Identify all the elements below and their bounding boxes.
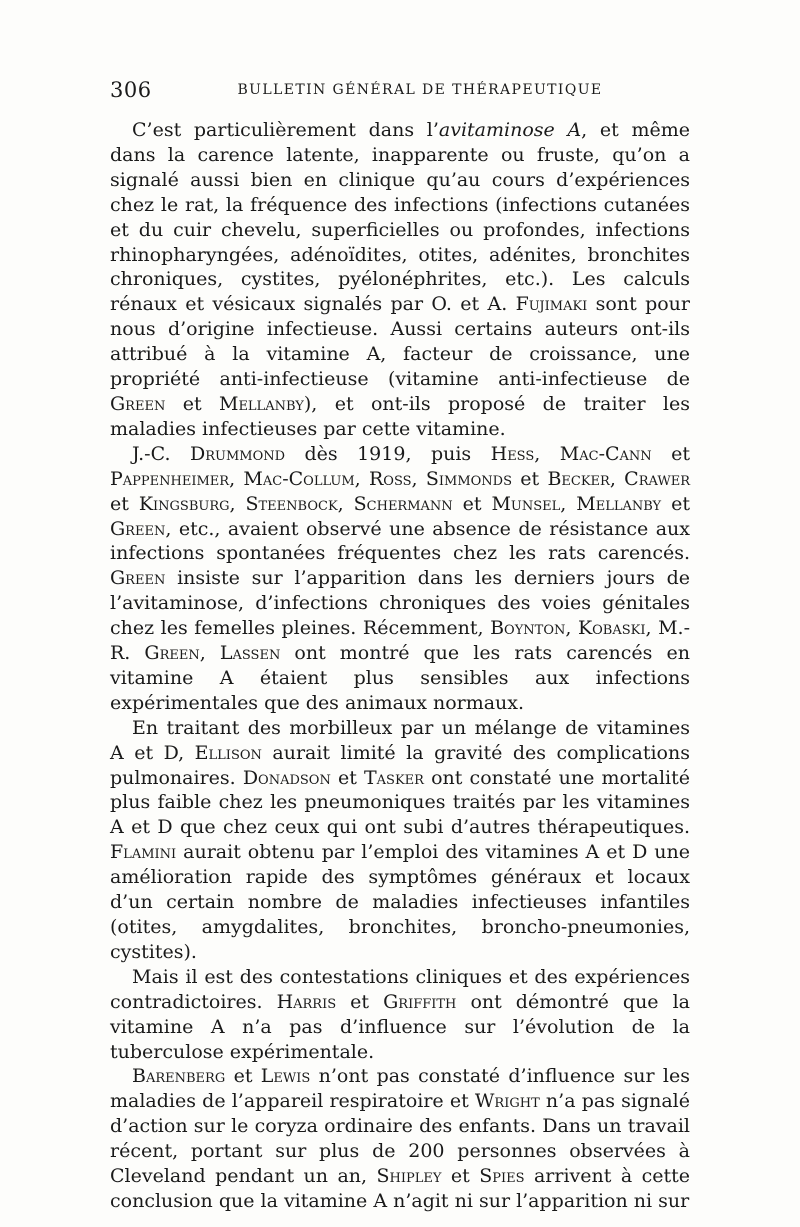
author-name: Ellison bbox=[194, 741, 262, 764]
text-run: et bbox=[651, 442, 691, 465]
author-name: Spies bbox=[479, 1165, 525, 1188]
text-run: , bbox=[534, 442, 560, 465]
text-run: ont démontré que la vitamine A n’a pas d’influence sur l’évolution de la tuberculose expérimentale. bbox=[110, 990, 690, 1063]
running-head: BULLETIN GÉNÉRAL DE THÉRAPEUTIQUE bbox=[237, 82, 603, 98]
author-name: Steenbock bbox=[245, 492, 338, 515]
author-name: Mellanby bbox=[576, 492, 662, 515]
author-name: Wright bbox=[474, 1090, 540, 1113]
text-run: ont montré que les rats carencés en vitamine A étaient plus sensibles aux infections expérimentales que des animaux normaux. bbox=[110, 642, 690, 714]
text-run: , bbox=[229, 492, 246, 515]
author-name: Becker bbox=[547, 467, 610, 490]
text-run: , bbox=[354, 467, 369, 490]
text-run: , bbox=[229, 467, 244, 490]
author-name: Schermann bbox=[353, 492, 453, 515]
author-name: Crawer bbox=[624, 467, 690, 490]
author-name: Tasker bbox=[364, 766, 424, 789]
text-run: J.-C. bbox=[132, 442, 190, 465]
author-name: Shipley bbox=[376, 1165, 442, 1188]
text-run: insiste sur l’apparition dans les derniers jours de l’avitaminose, d’infections chroniques des voies génitales chez les femelles pleines. Récemment, bbox=[110, 567, 690, 640]
author-name: Green bbox=[110, 392, 166, 415]
text-run: et bbox=[661, 492, 690, 515]
text-run: et bbox=[512, 467, 548, 490]
text-run: et bbox=[336, 990, 384, 1013]
text-run: dès 1919, puis bbox=[285, 442, 491, 465]
author-name: Kobaski bbox=[577, 617, 646, 640]
paragraph bbox=[110, 965, 690, 1065]
author-name: Drummond bbox=[189, 442, 286, 465]
author-name: Pappenheimer bbox=[110, 467, 230, 490]
paragraph bbox=[110, 1064, 690, 1213]
author-name: Kingsburg bbox=[138, 492, 230, 515]
paragraph bbox=[110, 118, 690, 442]
text-run: , etc., avaient observé une absence de résistance aux infections spontanées fréquentes chez les rats carencés. bbox=[110, 517, 690, 565]
italic-term: avitaminose A bbox=[438, 119, 582, 141]
text-run: sont pour nous d’origine infectieuse. Aussi certains auteurs ont-ils attribué à la vitamine A, facteur de croissance, une propriété anti-infectieuse (vitamine anti-infectieuse de bbox=[110, 293, 691, 391]
author-name: Flamini bbox=[110, 841, 177, 864]
author-name: Boynton bbox=[490, 617, 566, 640]
text-run: arrivent à cette conclusion que la vitamine A n’agit ni sur l’apparition ni sur bbox=[110, 1165, 690, 1212]
author-name: Griffith bbox=[383, 990, 457, 1013]
text-run: , bbox=[411, 467, 426, 490]
paragraph bbox=[110, 716, 690, 965]
author-name: Green bbox=[144, 642, 200, 665]
text-run: , bbox=[560, 492, 577, 515]
page-number: 306 bbox=[110, 78, 152, 102]
author-name: Mellanby bbox=[218, 392, 304, 415]
text-run: , bbox=[565, 617, 578, 640]
author-name: Harris bbox=[276, 990, 337, 1013]
text-run: aurait limité la gravité des complications pulmonaires. bbox=[110, 741, 690, 789]
text-run: , M.-R. bbox=[110, 617, 690, 665]
page-header bbox=[110, 78, 690, 108]
text-run: , bbox=[337, 492, 354, 515]
text-run: aurait obtenu par l’emploi des vitamines A et D une amélioration rapide des symptômes généraux et locaux d’un certain nombre de maladies infectieuses infantiles (otites, amygdalites, bronchites, broncho-pneumonies, cystites). bbox=[110, 841, 690, 963]
text-run: , bbox=[609, 467, 625, 490]
text-run: n’a pas signalé d’action sur le coryza ordinaire des enfants. Dans un travail récent, portant sur plus de 200 personnes observées à Cleveland pendant un an, bbox=[110, 1090, 690, 1188]
author-name: Lassen bbox=[219, 642, 281, 665]
text-run: ), et ont-ils proposé de traiter les maladies infectieuses par cette vitamine. bbox=[110, 392, 690, 440]
author-name: Green bbox=[110, 517, 166, 540]
text-run: C’est particulièrement dans l’ bbox=[132, 119, 439, 141]
text-run: n’ont pas constaté d’influence sur les maladies de l’appareil respiratoire et bbox=[110, 1065, 690, 1113]
body-text bbox=[110, 118, 690, 1214]
text-run: et bbox=[110, 492, 139, 515]
author-name: Mac-Cann bbox=[559, 442, 652, 465]
text-run: , et même dans la carence latente, inapparente ou fruste, qu’on a signalé aussi bien en clinique qu’au cours d’expériences chez le rat, la fréquence des infections (infections cutanées et du cuir chevelu, superficielles ou profondes, infections rhinopharyngées, adénoïdites, otites, adénites, bronchites chroniques, cystites, pyélonéphrites, etc.). Les calculs rénaux et vésicaux signalés par O. et A. bbox=[110, 119, 690, 316]
text-run: , bbox=[199, 642, 220, 665]
text-run: Mais il est des contestations cliniques et des expériences contradictoires. bbox=[110, 965, 690, 1013]
text-run: et bbox=[225, 1065, 261, 1088]
author-name: Hess bbox=[490, 442, 535, 465]
text-run: et bbox=[452, 492, 492, 515]
author-name: Green bbox=[110, 567, 166, 590]
author-name: Ross bbox=[368, 467, 412, 490]
author-name: Fujimaki bbox=[515, 293, 588, 316]
author-name: Donadson bbox=[242, 766, 331, 789]
text-run: et bbox=[330, 766, 364, 789]
author-name: Barenberg bbox=[132, 1065, 226, 1088]
author-name: Munsel bbox=[491, 492, 561, 515]
text-run: et bbox=[441, 1165, 480, 1188]
text-run: ont constaté une mortalité plus faible chez les pneumoniques traités par les vitamines A et D que chez ceux qui ont subi d’autres thérapeutiques. bbox=[110, 766, 690, 839]
author-name: Mac-Collum bbox=[243, 467, 355, 490]
text-run: et bbox=[165, 392, 219, 415]
paragraph bbox=[110, 442, 690, 716]
author-name: Simmonds bbox=[425, 467, 512, 490]
author-name: Lewis bbox=[260, 1065, 311, 1088]
text-run: En traitant des morbilleux par un mélange de vitamines A et D, bbox=[110, 716, 690, 764]
